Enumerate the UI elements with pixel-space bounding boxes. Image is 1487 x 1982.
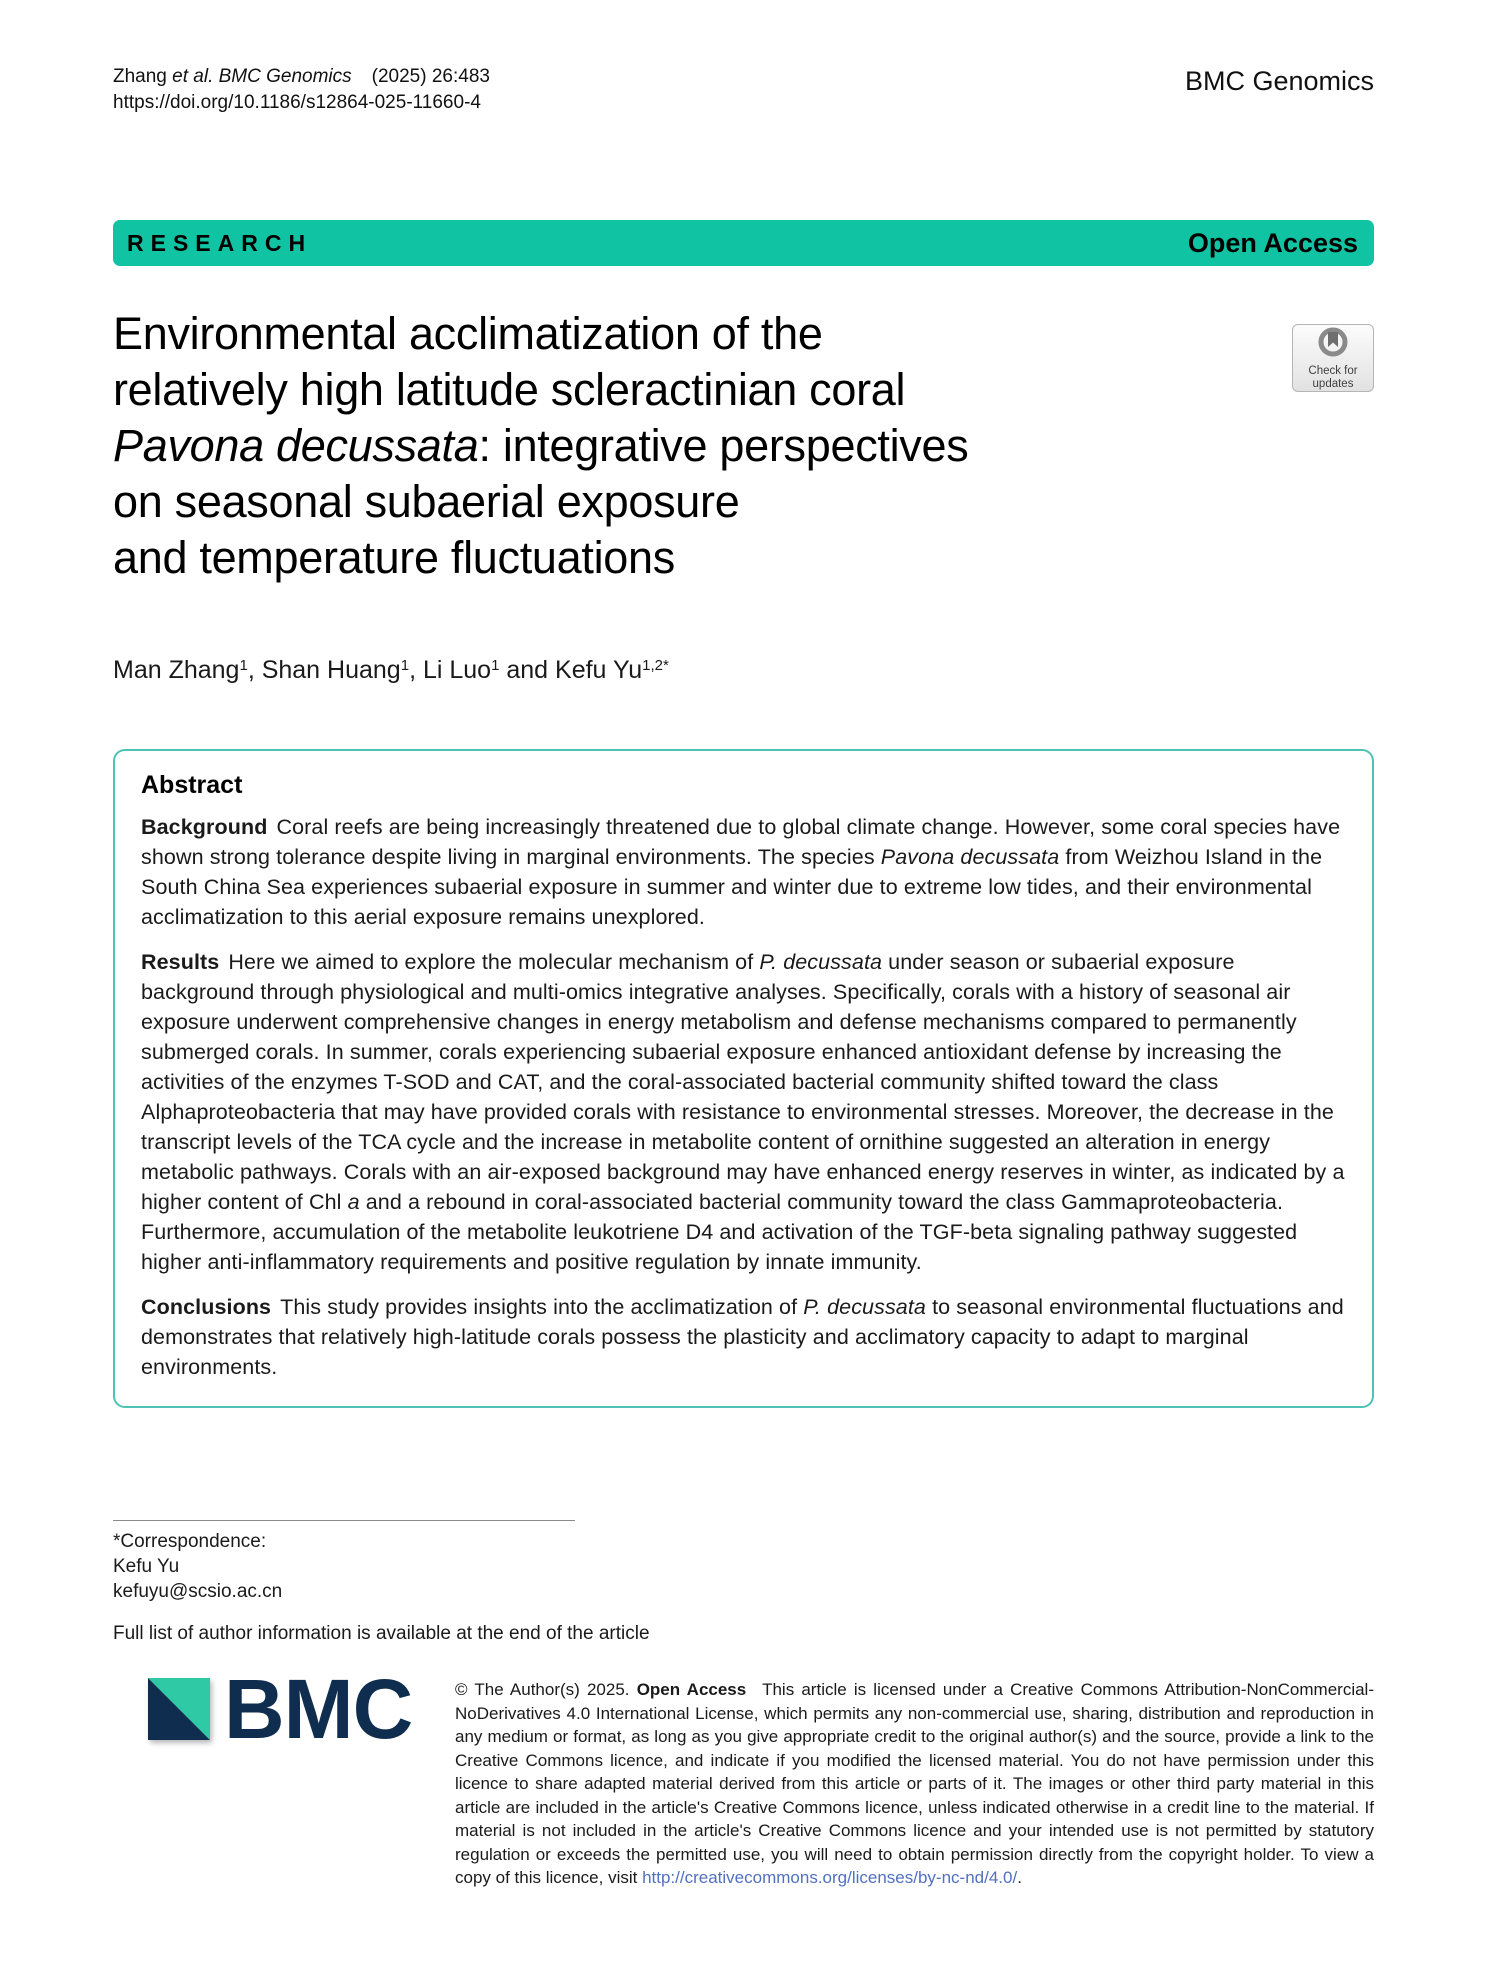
citation-block <box>113 64 490 116</box>
abstract-background-paragraph: Background Coral reefs are being increasingly threatened due to global climate change. However, some coral species have shown strong tolerance despite living in marginal environments. The species Pavona decussata from Weizhou Island in the South China Sea experiences subaerial exposure in summer and winter due to extreme low tides, and their environmental acclimatization to this aerial exposure remains unexplored. <box>141 815 1341 929</box>
title-row <box>113 306 1374 586</box>
correspondence-name: Kefu Yu <box>113 1556 180 1577</box>
abstract-conclusions-paragraph: Conclusions This study provides insights into the acclimatization of P. decussata to seasonal environmental fluctuations and demonstrates that relatively high-latitude corals possess the plasticity and acclimatory capacity to adapt to marginal environments. <box>141 1295 1344 1379</box>
doi-text: https://doi.org/10.1186/s12864-025-11660-4 <box>113 92 481 113</box>
correspondence-block <box>113 1520 1374 1646</box>
abstract-box <box>113 749 1374 1408</box>
abstract-results-paragraph: Results Here we aimed to explore the molecular mechanism of P. decussata under season or subaerial exposure background through physiological and multi-omics integrative analyses. Specifically, corals with a history of seasonal air exposure underwent comprehensive changes in energy metabolism and defense mechanisms compared to permanently submerged corals. In summer, corals experiencing subaerial exposure enhanced antioxidant defense by increasing the activities of the enzymes T-SOD and CAT, and the coral-associated bacterial community shifted toward the class Alphaproteobacteria that may have provided corals with resistance to environmental stresses. Moreover, the decrease in the transcript levels of the TCA cycle and the increase in metabolite content of ornithine suggested an alteration in energy metabolic pathways. Corals with an air-exposed background may have enhanced energy reserves in winter, as indicated by a higher content of Chl a and a rebound in coral-associated bacterial community toward the class Gammaproteobacteria. Furthermore, accumulation of the metabolite leukotriene D4 and activation of the TGF-beta signaling pathway suggested higher anti-inflammatory requirements and positive regulation by innate immunity. <box>141 950 1345 1274</box>
article-type-banner <box>113 220 1374 266</box>
author-info-note: Full list of author information is available at the end of the article <box>113 1623 650 1644</box>
check-updates-icon <box>1315 326 1351 365</box>
correspondence-email: kefuyu@scsio.ac.cn <box>113 1581 283 1602</box>
page-header <box>113 64 1374 116</box>
article-type-label: RESEARCH <box>127 229 313 256</box>
page-footer <box>113 1662 1374 1890</box>
abstract-heading: Abstract <box>141 771 243 799</box>
open-access-label: Open Access <box>1187 227 1358 258</box>
check-for-updates-button[interactable] <box>1292 324 1374 392</box>
license-text: © The Author(s) 2025. Open Access This article is licensed under a Creative Commons Attribution-NonCommercial-NoDerivatives 4.0 International License, which permits any non-commercial use, sharing, distribution and reproduction in any medium or format, as long as you give appropriate credit to the original author(s) and the source, provide a link to the Creative Commons licence, and indicate if you modified the licensed material. You do not have permission under this licence to share adapted material derived from this article or parts of it. The images or other third party material in this article are included in the article's Creative Commons licence, unless indicated otherwise in a credit line to the material. If material is not included in the article's Creative Commons licence and your intended use is not permitted by statutory regulation or exceeds the permitted use, you will need to obtain permission directly from the copyright holder. To view a copy of this licence, visit http://creativecommons.org/licenses/by-nc-nd/4.0/. <box>455 1680 1374 1887</box>
bmc-logo-text: BMC <box>224 1662 413 1756</box>
correspondence-divider <box>113 1520 575 1521</box>
article-title: Environmental acclimatization of the relatively high latitude scleractinian coral Pavona decussata: integrative perspectives on seasonal subaerial exposure and temperature fluctuations <box>113 308 969 583</box>
check-updates-label-line2: updates <box>1312 377 1354 390</box>
check-updates-label-line1: Check for <box>1308 364 1358 377</box>
author-list: Man Zhang$^1$, Shan Huang$^1$, Li Luo$^1$ and Kefu $Yu^{1,2*}$ <box>113 656 669 684</box>
bmc-logo-mark-icon <box>148 1678 210 1740</box>
bmc-logo <box>113 1662 455 1890</box>
journal-name: BMC Genomics <box>1184 66 1374 96</box>
correspondence-label: *Correspondence: <box>113 1531 267 1552</box>
citation-line: Zhang et al. BMC Genomics (2025) 26:483 <box>113 66 490 87</box>
